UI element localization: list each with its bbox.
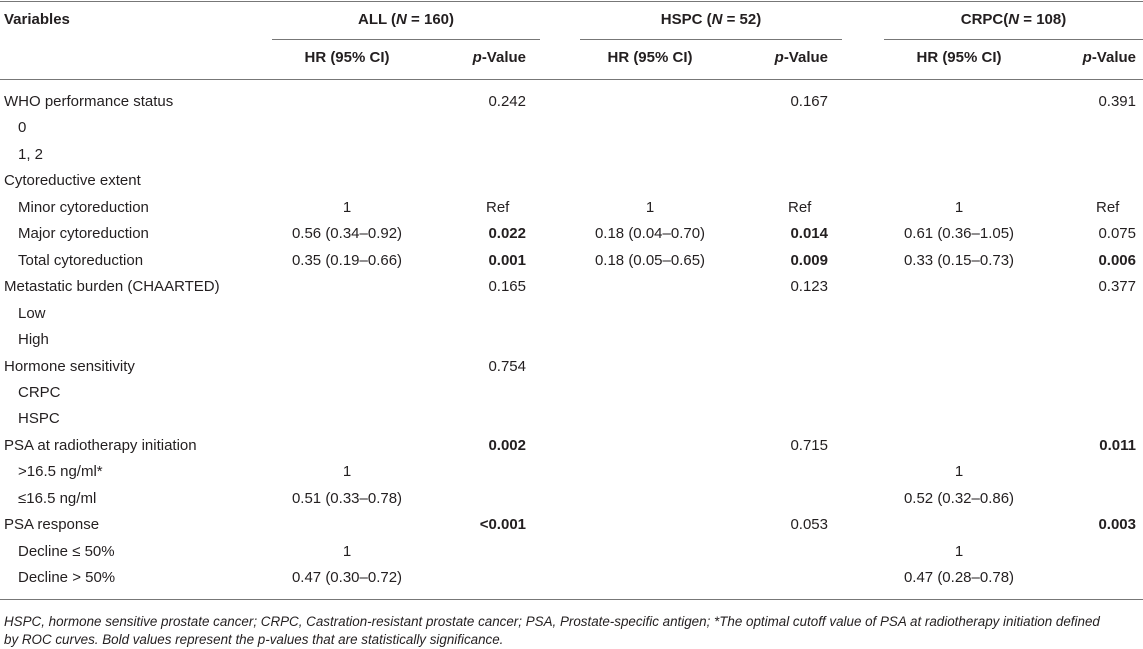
p-value: 0.011 <box>1099 437 1136 454</box>
hr-value: 1 <box>342 463 352 480</box>
row-label: PSA at radiotherapy initiation <box>4 437 197 454</box>
p-value: 0.006 <box>1098 252 1136 269</box>
top-rule <box>0 1 1143 2</box>
group-n-value: = 52) <box>722 11 762 28</box>
p-value: 0.053 <box>790 516 828 533</box>
p-suffix: -Value <box>783 49 828 66</box>
header-variables: Variables <box>4 11 70 28</box>
row-label: Decline > 50% <box>18 569 116 586</box>
row-label: Total cytoreduction <box>18 252 144 269</box>
p-value: 0.167 <box>790 93 828 110</box>
group-rule-all <box>272 39 540 40</box>
group-n-value: = 108) <box>1019 11 1067 28</box>
p-value-header <box>708 49 828 67</box>
hr-value: 0.47 (0.28–0.78) <box>903 569 1015 586</box>
row-label: Metastatic burden (CHAARTED) <box>4 278 220 295</box>
row-label: ≤16.5 ng/ml <box>18 490 97 507</box>
p-value: 0.003 <box>1098 516 1136 533</box>
group-header-all <box>272 11 540 29</box>
p-value-header <box>1016 49 1136 67</box>
hr-value: 0.18 (0.05–0.65) <box>594 252 706 269</box>
hr-value: 0.52 (0.32–0.86) <box>903 490 1015 507</box>
hr-value: 0.33 (0.15–0.73) <box>903 252 1015 269</box>
p-value: 0.001 <box>488 252 526 269</box>
p-letter: p <box>1082 49 1092 66</box>
group-name: HSPC ( <box>660 11 712 28</box>
row-label: HSPC <box>18 410 60 427</box>
hr-value: 0.18 (0.04–0.70) <box>594 225 706 242</box>
row-label: Decline ≤ 50% <box>18 543 115 560</box>
p-suffix: -Value <box>481 49 526 66</box>
row-label: CRPC <box>18 384 61 401</box>
hr-header: HR (95% CI) <box>916 49 1002 66</box>
hr-value: 1 <box>342 543 352 560</box>
p-value: 0.165 <box>488 278 526 295</box>
row-label: PSA response <box>4 516 100 533</box>
p-value: 0.075 <box>1098 225 1136 242</box>
p-value: 0.014 <box>790 225 828 242</box>
hr-header: HR (95% CI) <box>607 49 693 66</box>
hr-value: 1 <box>645 199 655 216</box>
p-value: Ref <box>486 199 510 216</box>
footnote-line-1: HSPC, hormone sensitive prostate cancer; CRPC, Castration-resistant prostate cancer; PSA, Prostate-specific antigen; *The optimal cutoff value of PSA at radiotherapy initiation defined <box>4 614 1100 629</box>
hr-value: 0.51 (0.33–0.78) <box>291 490 403 507</box>
hr-value: 0.47 (0.30–0.72) <box>291 569 403 586</box>
p-letter: p <box>774 49 784 66</box>
p-value: 0.754 <box>488 358 526 375</box>
row-label: 1, 2 <box>18 146 44 163</box>
p-value: 0.391 <box>1098 93 1136 110</box>
group-rule-crpc <box>884 39 1143 40</box>
p-value: Ref <box>1096 199 1120 216</box>
group-rule-hspc <box>580 39 842 40</box>
row-label: Cytoreductive extent <box>4 172 141 189</box>
p-suffix: -Value <box>1091 49 1136 66</box>
group-name: CRPC( <box>960 11 1009 28</box>
row-label: High <box>18 331 49 348</box>
footnote-line-2: by ROC curves. Bold values represent the p-values that are statistically significance. <box>4 632 504 647</box>
hr-value: 1 <box>954 463 964 480</box>
p-value: 0.123 <box>790 278 828 295</box>
row-label: Hormone sensitivity <box>4 358 135 375</box>
p-letter: p <box>472 49 482 66</box>
group-n-label: N <box>1008 11 1020 28</box>
row-label: Minor cytoreduction <box>18 199 149 216</box>
hr-value: 0.35 (0.19–0.66) <box>291 252 403 269</box>
hr-value: 1 <box>342 199 352 216</box>
p-value: Ref <box>788 199 812 216</box>
p-value: <0.001 <box>479 516 526 533</box>
row-label: WHO performance status <box>4 93 174 110</box>
header-rule <box>0 79 1143 80</box>
row-label: Low <box>18 305 46 322</box>
bottom-rule <box>0 599 1143 600</box>
group-name: ALL ( <box>357 11 397 28</box>
group-header-crpc <box>884 11 1143 29</box>
hr-value: 0.61 (0.36–1.05) <box>903 225 1015 242</box>
p-value: 0.715 <box>790 437 828 454</box>
group-n-value: = 160) <box>406 11 455 28</box>
row-label: Major cytoreduction <box>18 225 149 242</box>
p-value: 0.022 <box>488 225 526 242</box>
table-footnote <box>4 613 1139 649</box>
p-value: 0.009 <box>790 252 828 269</box>
p-value-header <box>406 49 526 67</box>
group-n-label: N <box>396 11 407 28</box>
group-n-label: N <box>711 11 723 28</box>
p-value: 0.377 <box>1098 278 1136 295</box>
hr-header: HR (95% CI) <box>304 49 390 66</box>
row-label: >16.5 ng/ml* <box>18 463 103 480</box>
row-label: 0 <box>18 119 27 136</box>
p-value: 0.002 <box>488 437 526 454</box>
hr-value: 1 <box>954 543 964 560</box>
hr-value: 1 <box>954 199 964 216</box>
p-value: 0.242 <box>488 93 526 110</box>
group-header-hspc <box>580 11 842 29</box>
hr-value: 0.56 (0.34–0.92) <box>291 225 403 242</box>
